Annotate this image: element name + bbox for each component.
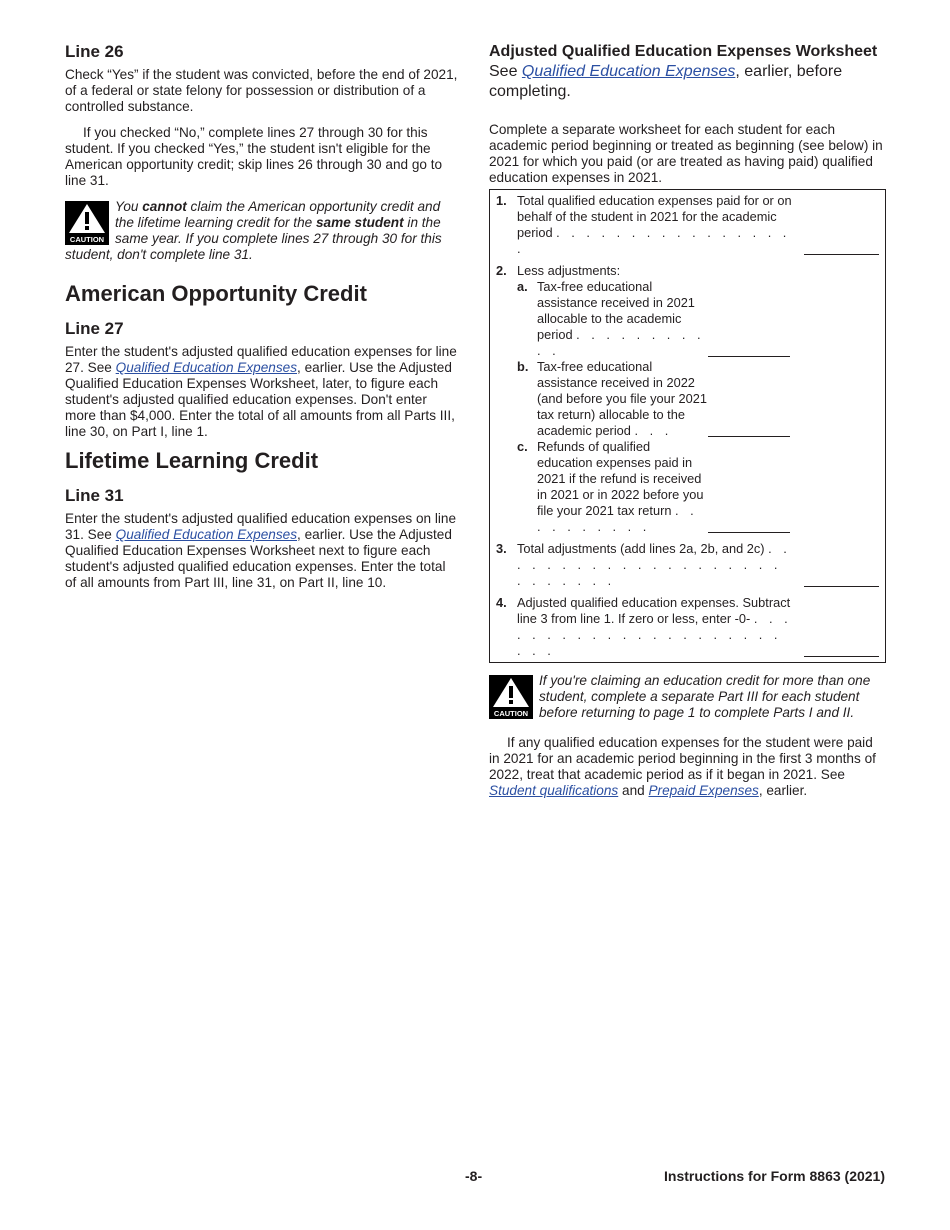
line-26-heading: Line 26 bbox=[65, 42, 124, 61]
academic-period-note: If any qualified education expenses for the student were paid in 2021 for an academic period beginning in the first 3 months of 2022, treat that academic period as if it began in 2021. See Student qualifications and Prepaid Expenses, earlier. bbox=[489, 735, 876, 798]
worksheet-table bbox=[489, 189, 886, 663]
worksheet-line-4-text: Adjusted qualified education expenses. Subtract line 3 from line 1. If zero or less, enter -0- . . . . . . . . . . . . . . . . . . . . . . . . bbox=[517, 595, 792, 658]
page-number: -8- bbox=[465, 1168, 483, 1184]
caution-icon-label: CAUTION bbox=[69, 235, 105, 244]
caution-icon bbox=[489, 675, 533, 719]
qualified-education-expenses-link[interactable]: Qualified Education Expenses bbox=[115, 527, 298, 542]
right-column bbox=[489, 42, 886, 799]
line-27-heading: Line 27 bbox=[65, 319, 124, 338]
left-column bbox=[65, 42, 460, 591]
worksheet-line-2b-entry bbox=[708, 435, 790, 437]
worksheet-line-3-entry bbox=[804, 585, 879, 587]
worksheet-line-2a-entry bbox=[708, 355, 790, 357]
american-opportunity-credit-heading: American Opportunity Credit bbox=[65, 281, 367, 306]
prepaid-expenses-link[interactable]: Prepaid Expenses bbox=[648, 783, 759, 798]
student-qualifications-link[interactable]: Student qualifications bbox=[489, 783, 619, 798]
form-title-footer: Instructions for Form 8863 (2021) bbox=[664, 1168, 885, 1184]
caution-icon bbox=[65, 201, 109, 245]
worksheet-line-2b: b. Tax-free educational assistance received in 2022 (and before you file your 2021 tax return) allocable to the academic period . . . bbox=[496, 359, 879, 439]
line-26-paragraph: Check “Yes” if the student was convicted, before the end of 2021, of a federal or state felony for possession or distribution of a controlled substance. bbox=[65, 67, 458, 114]
caution-box-worksheet bbox=[489, 673, 886, 721]
worksheet-line-1-text: Total qualified education expenses paid for or on behalf of the student in 2021 for the academic period . . . . . . . . . . . . . . . . . bbox=[517, 193, 792, 256]
worksheet-intro: Complete a separate worksheet for each student for each academic period beginning or treated as beginning (see below) in 2021 for which you paid (or are treated as having paid) qualified education expenses in 2021. bbox=[489, 122, 883, 185]
line-31-paragraph: Enter the student's adjusted qualified education expenses on line 31. See Qualified Education Expenses, earlier. Use the Adjusted Qualified Education Expenses Worksheet next to figure each student's adjusted qualified education expenses. Enter the total of all amounts from Part III, line 31, on Part II, line 10. bbox=[65, 511, 457, 590]
worksheet-line-3: 3. Total adjustments (add lines 2a, 2b, and 2c) . . . . . . . . . . . . . . . . . . . . . . . . . . . bbox=[490, 538, 885, 592]
worksheet-line-1-entry bbox=[804, 253, 879, 255]
caution-icon-label: CAUTION bbox=[493, 709, 529, 718]
worksheet-title: Adjusted Qualified Education Expenses Worksheet bbox=[489, 43, 878, 60]
qualified-education-expenses-link[interactable]: Qualified Education Expenses bbox=[115, 360, 298, 375]
worksheet-line-1: 1. Total qualified education expenses paid for or on behalf of the student in 2021 for the academic period . . . . . . . . . . . . . . . . . bbox=[490, 190, 885, 260]
line-31-heading: Line 31 bbox=[65, 486, 124, 505]
worksheet-line-4-entry bbox=[804, 655, 879, 657]
worksheet-line-2a: a. Tax-free educational assistance received in 2021 allocable to the academic period . . . . . . . . . . . bbox=[496, 279, 879, 359]
worksheet-line-2-text: Less adjustments: bbox=[517, 263, 621, 278]
qualified-education-expenses-link[interactable]: Qualified Education Expenses bbox=[521, 63, 736, 80]
worksheet-line-2: 2. Less adjustments: a. Tax-free educational assistance received in 2021 allocable to the academic period . . . . . . . . . . . b. Tax-free educational assistance received in 2022 (and before you file your 2021 tax return) allocable to the academic period . . . c. Refunds of qualified education expenses paid in 2021 if the refund is received in 2021 or in 2022 before you file your 2021 tax return . . . . . . . . . . bbox=[490, 260, 885, 538]
worksheet-see-reference: See Qualified Education Expenses, earlier, before completing. bbox=[489, 63, 843, 100]
caution-box-line-26 bbox=[65, 199, 460, 263]
lifetime-learning-credit-heading: Lifetime Learning Credit bbox=[65, 448, 319, 473]
worksheet-line-3-text: Total adjustments (add lines 2a, 2b, and 2c) . . . . . . . . . . . . . . . . . . . . . . . . . . . bbox=[517, 541, 791, 588]
caution-text: You cannot claim the American opportunity credit and the lifetime learning credit for the same student in the same year. If you complete lines 27 through 30 for this student, don't complete line 31. bbox=[65, 199, 442, 262]
worksheet-line-2c: c. Refunds of qualified education expenses paid in 2021 if the refund is received in 2021 or in 2022 before you file your 2021 tax return . . . . . . . . . . bbox=[496, 439, 879, 535]
line-27-paragraph: Enter the student's adjusted qualified education expenses for line 27. See Qualified Education Expenses, earlier. Use the Adjusted Qualified Education Expenses Worksheet, later, to figure each student's adjusted qualified education expenses. Don't enter more than $4,000. Enter the total of all amounts from all Parts III, line 30, on Part I, line 1. bbox=[65, 344, 457, 439]
line-26-paragraph-2: If you checked “No,” complete lines 27 through 30 for this student. If you checked “Yes,” the student isn't eligible for the American opportunity credit; skip lines 26 through 30 and go to line 31. bbox=[65, 125, 443, 188]
worksheet-line-4: 4. Adjusted qualified education expenses. Subtract line 3 from line 1. If zero or less, enter -0- . . . . . . . . . . . . . . . . . . . . . . . . bbox=[490, 592, 885, 662]
worksheet-line-2c-entry bbox=[708, 531, 790, 533]
caution-text: If you're claiming an education credit for more than one student, complete a separate Part III for each student before returning to page 1 to complete Parts I and II. bbox=[539, 673, 871, 720]
